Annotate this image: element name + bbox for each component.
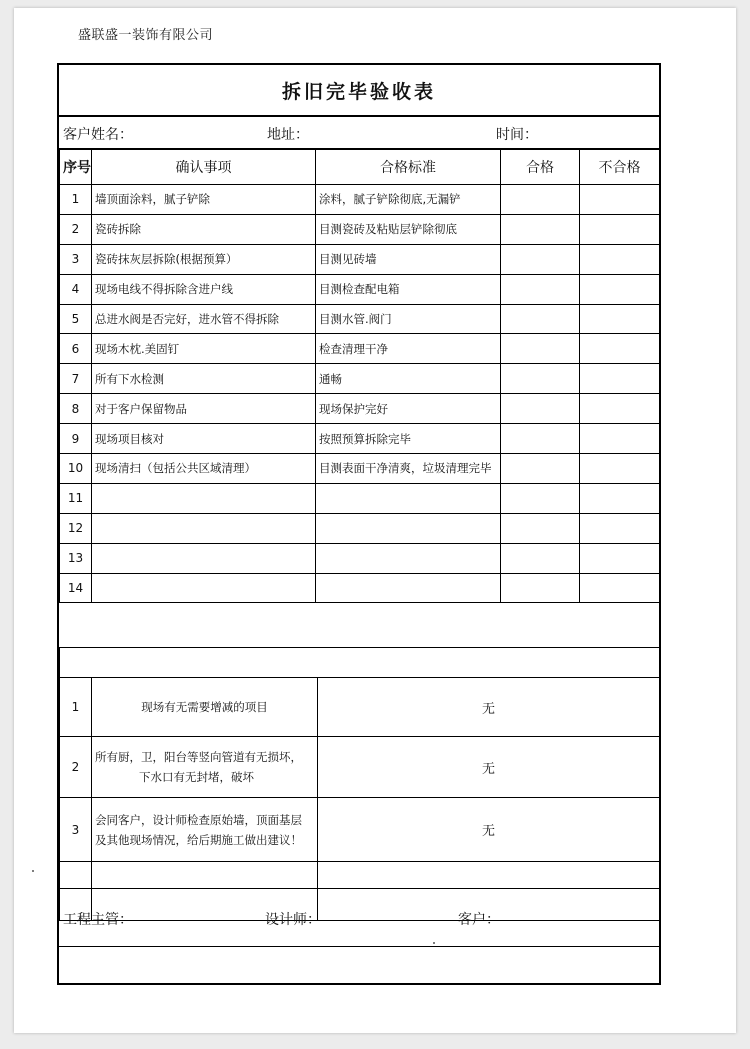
- row-number: 4: [60, 274, 92, 304]
- row-standard: 按照预算拆除完毕: [316, 424, 501, 454]
- customer-name-label: 客户姓名：: [63, 127, 133, 143]
- row-pass-cell: [501, 304, 580, 334]
- table-row: [60, 424, 660, 454]
- check-item-line: 所有厨，卫，阳台等竖向管道有无损坏，: [95, 750, 302, 764]
- row-pass-cell: [501, 513, 580, 543]
- row-pass-cell: [501, 573, 580, 603]
- acceptance-form: [57, 63, 661, 985]
- row-item: [92, 483, 316, 513]
- row-fail-cell: [580, 185, 660, 215]
- row-number: 11: [60, 483, 92, 513]
- row-pass-cell: [501, 454, 580, 484]
- table-row: [60, 483, 660, 513]
- row-item: 墙顶面涂料，腻子铲除: [92, 185, 316, 215]
- designer-signature-label: 设计师：: [265, 912, 321, 928]
- row-pass-cell: [501, 274, 580, 304]
- row-number: 13: [60, 543, 92, 573]
- check-row: [60, 798, 660, 862]
- row-item: 现场项目核对: [92, 424, 316, 454]
- check-number: 2: [60, 737, 92, 798]
- manager-signature-label: 工程主管：: [63, 912, 133, 928]
- check-item: [92, 737, 318, 798]
- row-item: 现场木枕.美固钉: [92, 334, 316, 364]
- spacer-cell: [60, 648, 660, 678]
- row-fail-cell: [580, 334, 660, 364]
- check-row: [60, 678, 660, 737]
- header-item: 确认事项: [92, 149, 316, 185]
- form-title: 拆旧完毕验收表: [59, 65, 659, 117]
- table-row: [60, 274, 660, 304]
- header-standard: 合格标准: [316, 149, 501, 185]
- check-item-line: 会同客户，设计师检查原始墙，顶面基层: [95, 812, 302, 827]
- table-row: [60, 244, 660, 274]
- row-number: 7: [60, 364, 92, 394]
- company-name: 盛联盛一装饰有限公司: [78, 28, 214, 43]
- row-standard: [316, 513, 501, 543]
- row-item: [92, 573, 316, 603]
- row-standard: 目测见砖墙: [316, 244, 501, 274]
- row-standard: 通畅: [316, 364, 501, 394]
- row-item: 瓷砖抹灰层拆除(根据预算）: [92, 244, 316, 274]
- row-fail-cell: [580, 454, 660, 484]
- scan-speck: [32, 870, 34, 872]
- table-row: [60, 334, 660, 364]
- row-standard: 涂料，腻子铲除彻底,无漏铲: [316, 185, 501, 215]
- row-pass-cell: [501, 244, 580, 274]
- row-number: 5: [60, 304, 92, 334]
- row-item: 现场清扫（包括公共区域清理）: [92, 454, 316, 484]
- row-standard: [316, 543, 501, 573]
- row-fail-cell: [580, 364, 660, 394]
- check-item: [92, 678, 318, 737]
- row-standard: [316, 483, 501, 513]
- row-standard: 目测表面干净清爽，垃圾清理完毕: [316, 454, 501, 484]
- address-label: 地址：: [267, 127, 309, 143]
- row-item: [92, 543, 316, 573]
- table-row: [60, 214, 660, 244]
- row-pass-cell: [501, 185, 580, 215]
- row-number: 6: [60, 334, 92, 364]
- row-fail-cell: [580, 424, 660, 454]
- check-row: [60, 737, 660, 798]
- customer-info-row: [59, 117, 659, 150]
- table-row: [60, 543, 660, 573]
- row-number: 12: [60, 513, 92, 543]
- row-number: 9: [60, 424, 92, 454]
- row-fail-cell: [580, 513, 660, 543]
- check-item: [92, 798, 318, 862]
- row-number: 14: [60, 573, 92, 603]
- table-header-row: [60, 149, 660, 185]
- row-fail-cell: [580, 483, 660, 513]
- row-fail-cell: [580, 543, 660, 573]
- time-label: 时间：: [496, 127, 538, 143]
- check-item-line: 现场有无需要增减的项目: [141, 700, 268, 714]
- check-number: 3: [60, 798, 92, 862]
- table-row: [60, 364, 660, 394]
- header-index: 序号: [60, 149, 92, 185]
- row-fail-cell: [580, 394, 660, 424]
- spacer-row: [60, 648, 660, 678]
- table-row: [60, 185, 660, 215]
- checklist-table: [59, 148, 660, 603]
- row-number: 1: [60, 185, 92, 215]
- row-pass-cell: [501, 543, 580, 573]
- row-item: [92, 513, 316, 543]
- row-item: 所有下水检测: [92, 364, 316, 394]
- row-fail-cell: [580, 274, 660, 304]
- row-pass-cell: [501, 334, 580, 364]
- row-pass-cell: [501, 424, 580, 454]
- customer-signature-label: 客户：: [458, 912, 500, 928]
- row-pass-cell: [501, 394, 580, 424]
- table-row: [60, 394, 660, 424]
- table-row: [60, 304, 660, 334]
- row-number: 10: [60, 454, 92, 484]
- row-fail-cell: [580, 573, 660, 603]
- row-standard: 现场保护完好: [316, 394, 501, 424]
- row-pass-cell: [501, 214, 580, 244]
- check-number: 1: [60, 678, 92, 737]
- row-item: 现场电线不得拆除含进户线: [92, 274, 316, 304]
- row-standard: 检查清理干净: [316, 334, 501, 364]
- header-fail: 不合格: [580, 149, 660, 185]
- check-item-line: 及其他现场情况，给后期施工做出建议！: [95, 832, 302, 847]
- row-fail-cell: [580, 244, 660, 274]
- table-row: [60, 454, 660, 484]
- row-fail-cell: [580, 304, 660, 334]
- site-check-table: [59, 647, 660, 921]
- row-item: 总进水阀是否完好，进水管不得拆除: [92, 304, 316, 334]
- row-fail-cell: [580, 214, 660, 244]
- header-pass: 合格: [501, 149, 580, 185]
- table-row: [60, 513, 660, 543]
- row-number: 8: [60, 394, 92, 424]
- row-number: 2: [60, 214, 92, 244]
- row-standard: 目测检查配电箱: [316, 274, 501, 304]
- row-pass-cell: [501, 364, 580, 394]
- table-row: [60, 573, 660, 603]
- check-result: 无: [318, 737, 660, 798]
- row-standard: 目测瓷砖及粘贴层铲除彻底: [316, 214, 501, 244]
- check-item-line: 下水口有无封堵，破坏: [139, 770, 254, 784]
- row-item: 瓷砖拆除: [92, 214, 316, 244]
- row-number: 3: [60, 244, 92, 274]
- row-item: 对于客户保留物品: [92, 394, 316, 424]
- row-standard: 目测水管.阀门: [316, 304, 501, 334]
- check-result: 无: [318, 678, 660, 737]
- row-standard: [316, 573, 501, 603]
- signature-row: [59, 888, 659, 947]
- row-pass-cell: [501, 483, 580, 513]
- check-result: 无: [318, 798, 660, 862]
